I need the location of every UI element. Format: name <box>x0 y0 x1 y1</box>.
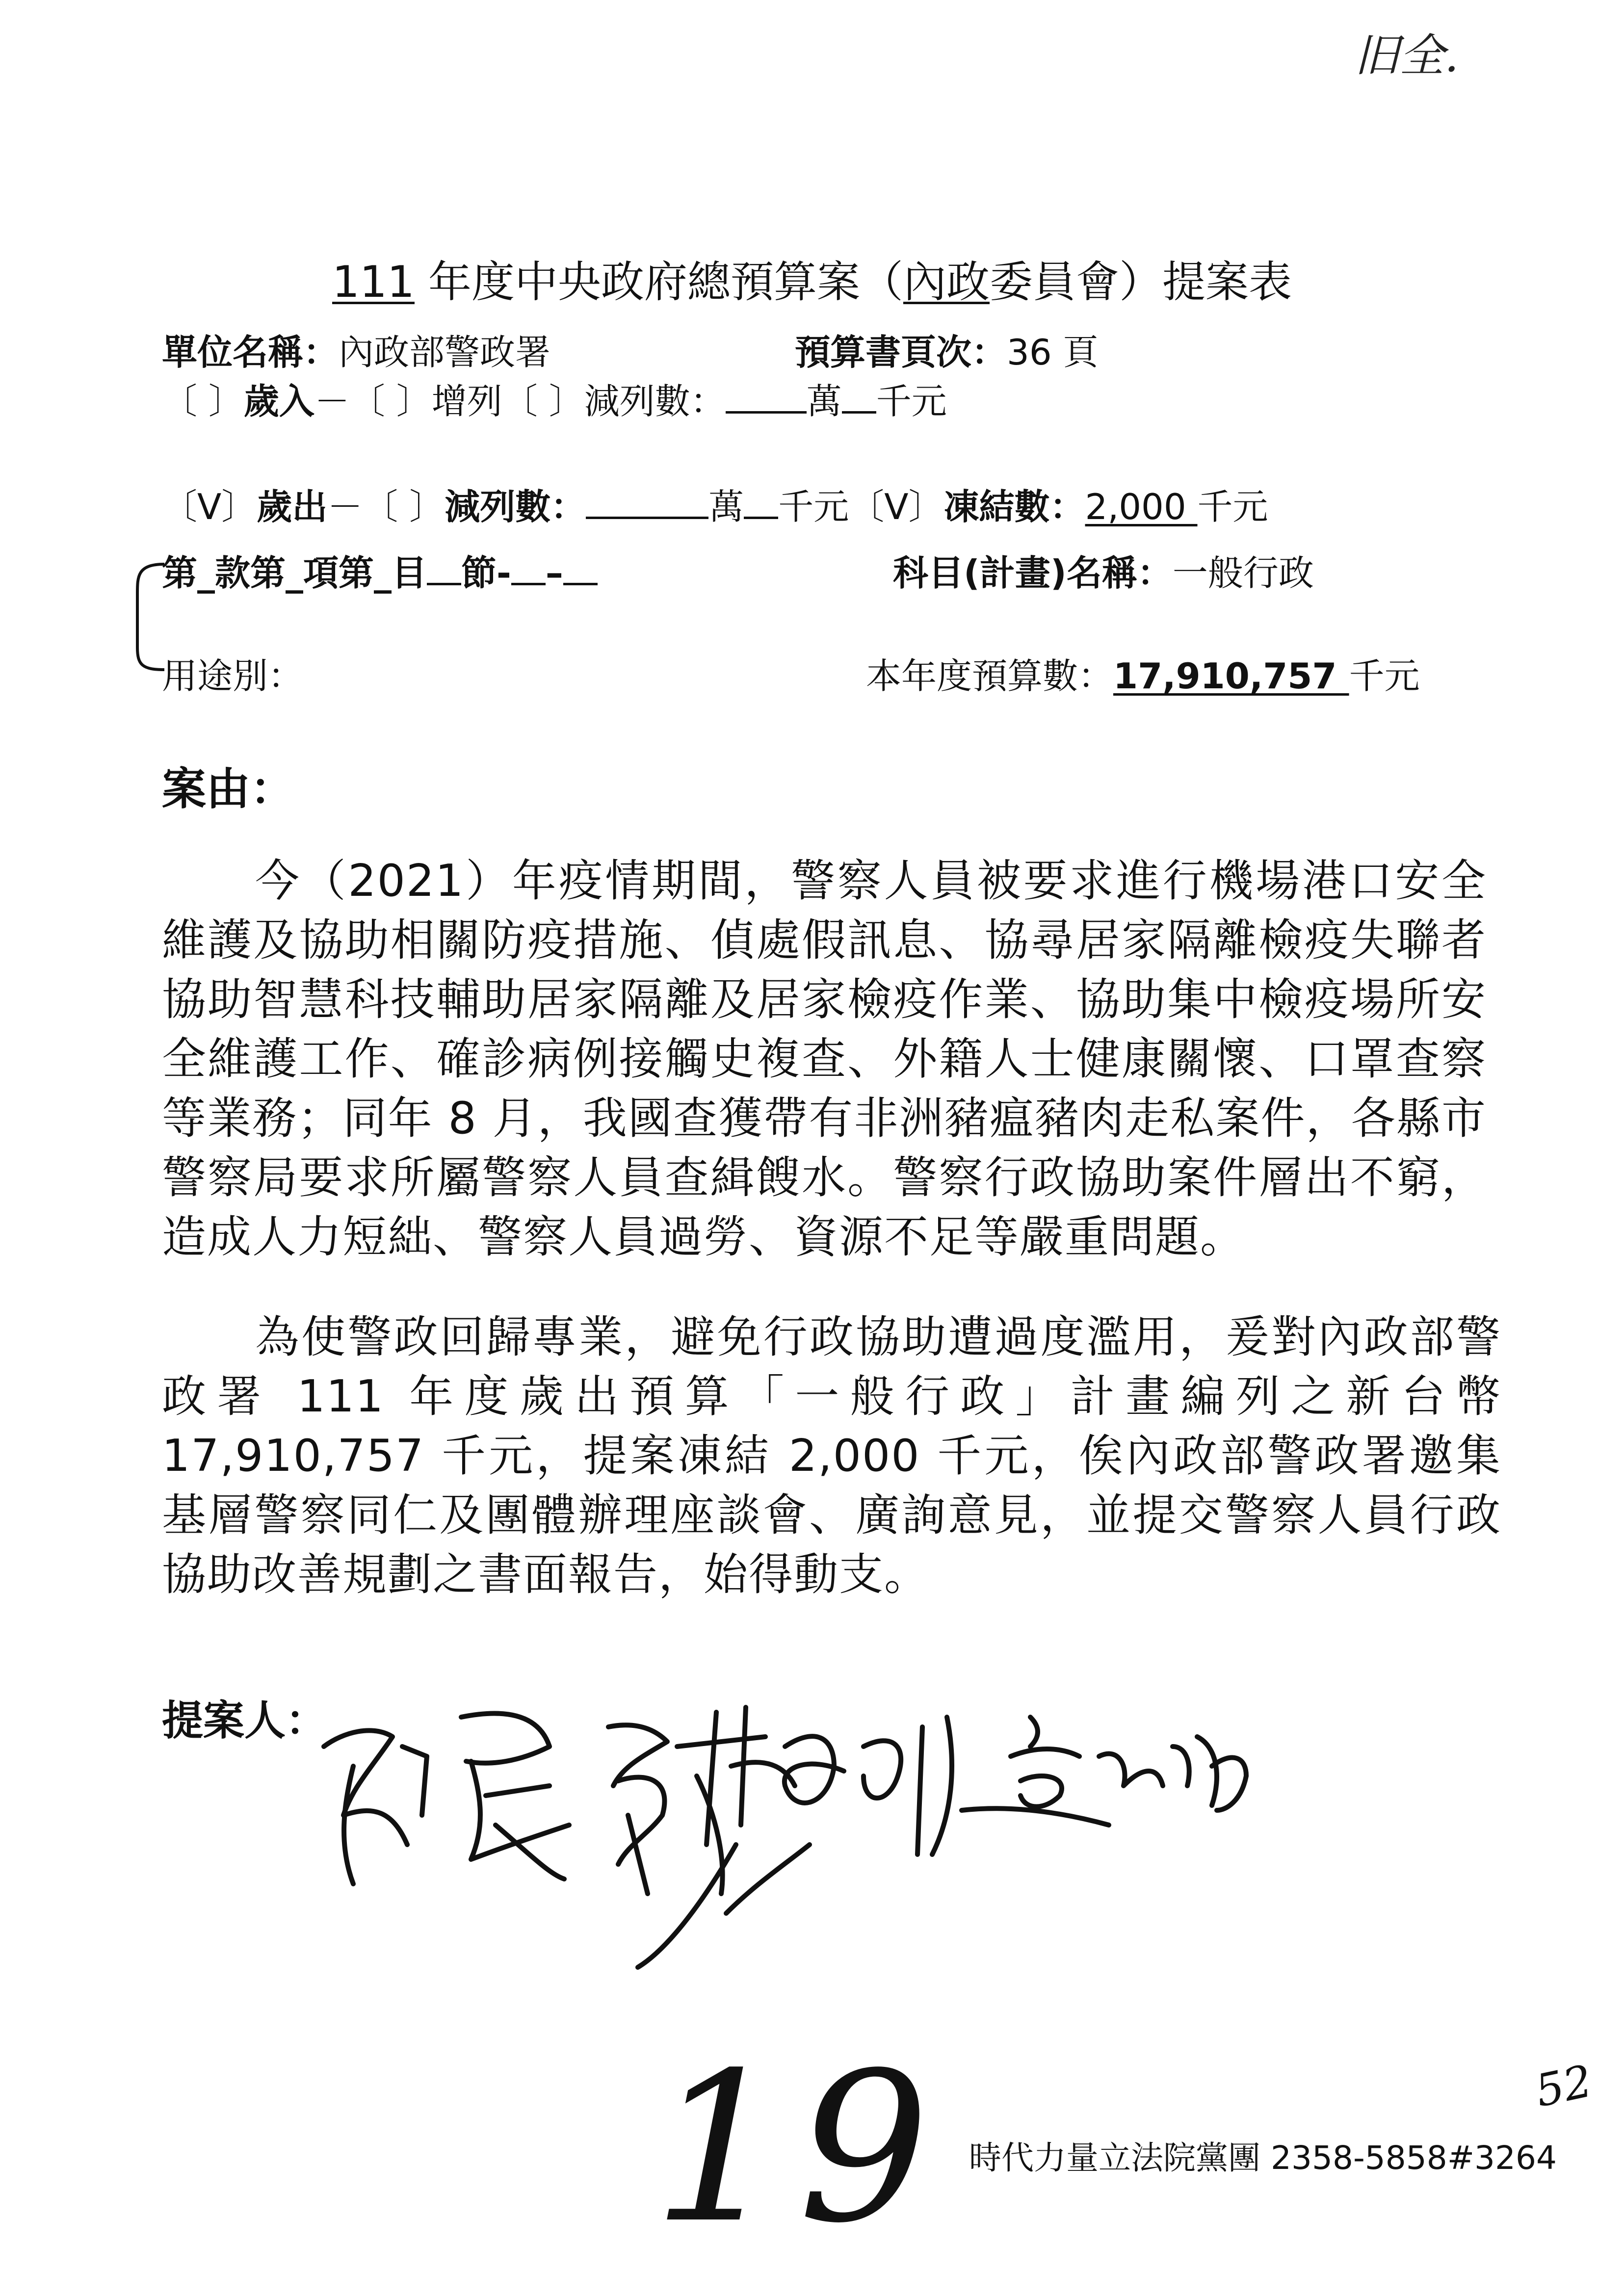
budget-unit: 千元 <box>1349 655 1420 697</box>
paragraph-2-text: 為使警政回歸專業，避免行政協助遭過度濫用，爰對內政部警政署 111 年度歲出預算「一般行政」計畫編列之新台幣 17,910,757 千元，提案凍結 2,000 千元，俟內政部警政署邀集基層警察同仁及團體辦理座談會、廣詢意見，並提交警察人員行政協助改善規劃之書面報告，始得動支。 <box>162 1311 1501 1600</box>
signature-1 <box>324 1714 667 1894</box>
usage-label: 用途別： <box>162 655 304 697</box>
revenue-qian: 千元 <box>876 381 947 422</box>
budget-label: 本年度預算數： <box>866 655 1114 697</box>
title-part1: 年度中央政府總預算案（ <box>414 257 903 307</box>
revenue-checkbox: 〔 〕 <box>162 381 244 422</box>
expenditure-qian: 千元 <box>778 486 849 527</box>
reason-heading: 案由： <box>162 763 294 815</box>
proposer-label: 提案人： <box>162 1696 327 1745</box>
page-number-text: 19 <box>653 2029 944 2269</box>
freeze-label: 凍結數： <box>943 486 1085 527</box>
section-code-a: 第_款第_項第_目 <box>162 552 427 594</box>
page-ref-value: 36 頁 <box>1007 332 1099 373</box>
section-code-b: 節- <box>461 552 511 594</box>
expenditure-wan: 萬 <box>708 486 744 527</box>
title-part2: 委員會）提案表 <box>989 257 1292 307</box>
title-committee: 內政 <box>903 257 990 307</box>
revenue-wan: 萬 <box>806 381 842 422</box>
subject-label: 科目(計畫)名稱： <box>893 552 1173 594</box>
margin-mark-text: 52 <box>1531 2055 1597 2117</box>
page-ref-label: 預算書頁次： <box>795 332 1007 373</box>
paragraph-1-text: 今（2021）年疫情期間，警察人員被要求進行機場港口安全維護及協助相關防疫措施、偵處假訊息、協尋居家隔離檢疫失聯者協助智慧科技輔助居家隔離及居家檢疫作業、協助集中檢疫場所安全維護工作、確診病例接觸史複查、外籍人士健康關懷、口罩查察等業務；同年 8 月，我國查獲帶有非洲豬瘟豬肉走私案件，各縣市警察局要求所屬警察人員查緝餿水。警察行政協助案件層出不窮，造成人力短絀、警察人員過勞、資源不足等嚴重問題。 <box>162 855 1487 1263</box>
corner-note: 旧全. <box>1354 29 1459 82</box>
unit-label: 單位名稱： <box>162 332 339 373</box>
revenue-increase: 〔 〕增列 <box>349 381 502 422</box>
signature-2 <box>638 1707 952 1967</box>
budget-value: 17,910,757 <box>1113 655 1349 697</box>
freeze-value: 2,000 <box>1085 486 1198 527</box>
freeze-unit: 千元 <box>1197 486 1268 527</box>
revenue-label: 歲入 <box>243 381 314 422</box>
freeze-mark: 〔V〕 <box>849 486 944 527</box>
expenditure-reduce-label: 減列數： <box>445 486 586 527</box>
section-code-c: – <box>545 552 563 594</box>
title-year: 111 <box>332 257 415 307</box>
unit-value: 內政部警政署 <box>339 332 551 373</box>
revenue-dash: － <box>314 381 350 422</box>
revenue-decrease: 〔 〕減列數： <box>502 381 726 422</box>
signature-3 <box>962 1717 1246 1825</box>
expenditure-label: 歲出 <box>257 486 328 527</box>
footer-contact: 時代力量立法院黨團 2358-5858#3264 <box>969 2139 1557 2177</box>
expenditure-reduce-box: 〔 〕 <box>363 486 445 527</box>
expenditure-mark: 〔V〕 <box>162 486 257 527</box>
subject-value: 一般行政 <box>1172 552 1314 594</box>
page-number <box>653 2029 944 2269</box>
expenditure-dash: － <box>327 486 363 527</box>
